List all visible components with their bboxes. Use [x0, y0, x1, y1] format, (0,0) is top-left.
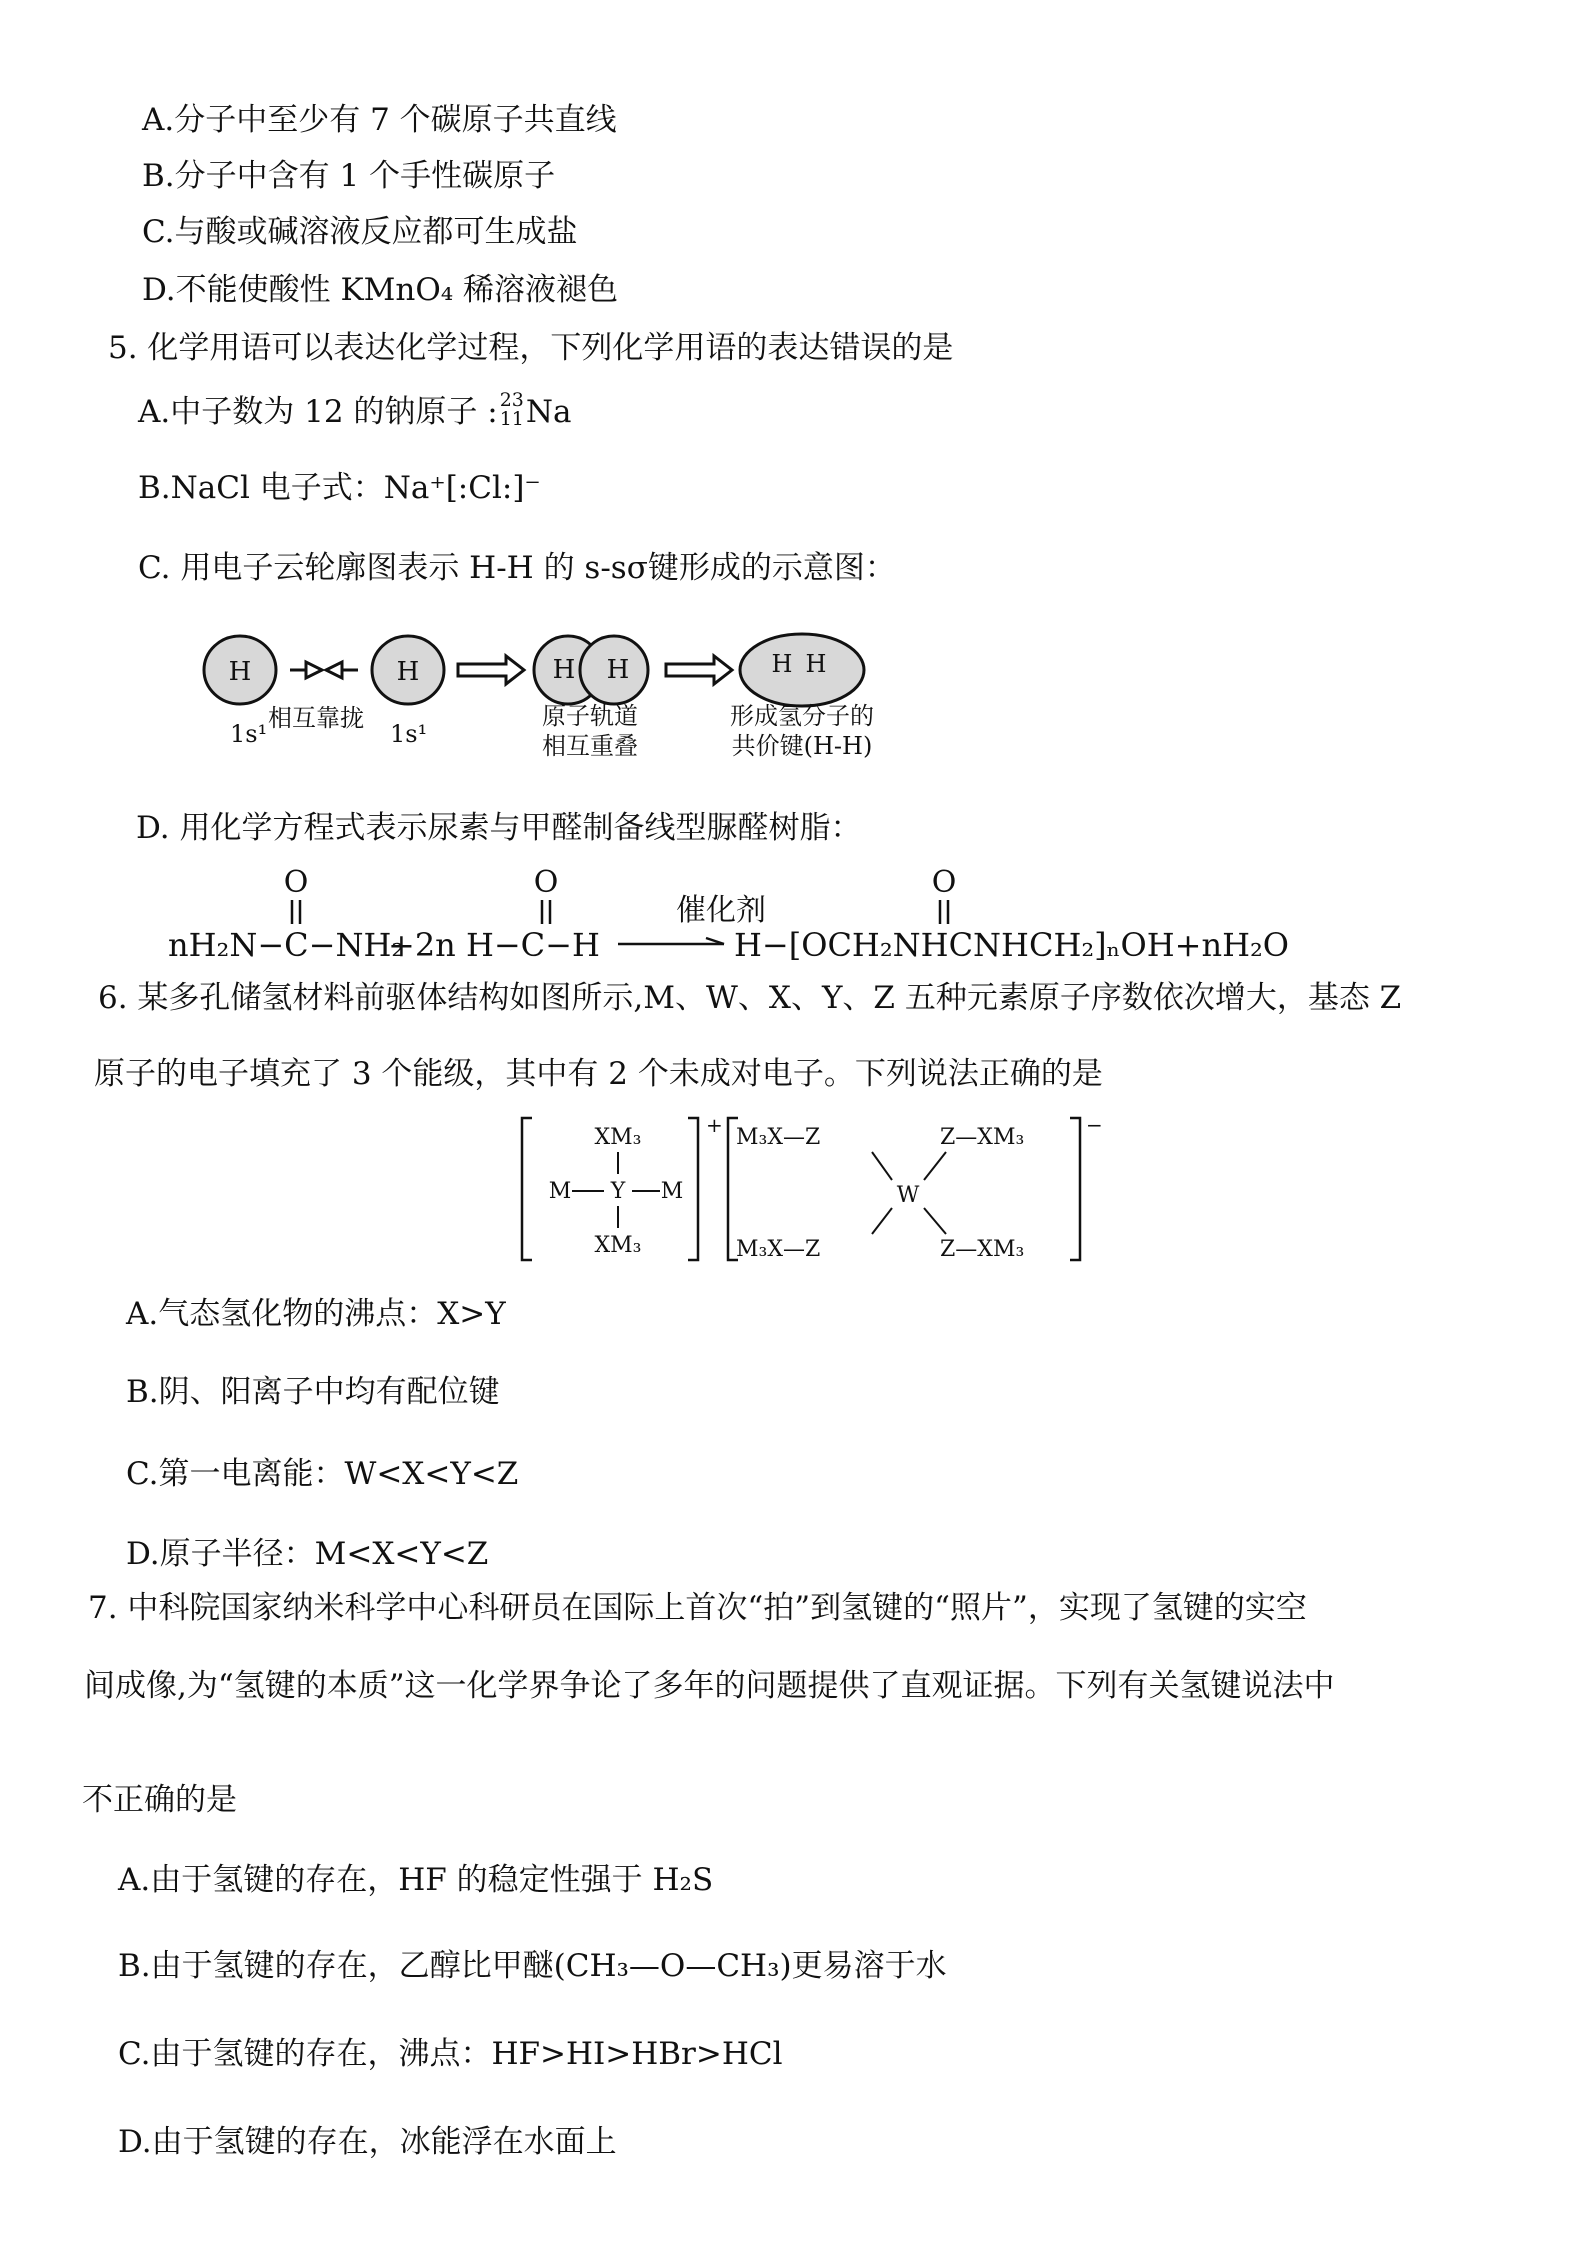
cation-left-atom: M	[548, 1179, 572, 1204]
bracket-right	[688, 1118, 698, 1260]
q6-structure-diagram	[520, 1110, 1103, 1270]
reactant-urea: nH₂N−C−NH₂	[168, 926, 405, 964]
bracket-left	[522, 1118, 532, 1260]
carbonyl-o-urea: O	[283, 865, 309, 900]
cation-top-group: XM₃	[594, 1125, 642, 1150]
bond-label-line2: 共价键(H-H)	[731, 732, 873, 760]
atomic-number: 11	[499, 407, 524, 430]
carbonyl-o-formaldehyde: O	[533, 865, 559, 900]
h-atom-label-right: H	[396, 657, 420, 687]
bracket-right	[1070, 1118, 1080, 1260]
q5-option-b: B.NaCl 电子式：Na⁺[:Cl:]⁻	[138, 470, 541, 506]
reactant-formaldehyde: +2n H−C−H	[388, 926, 600, 964]
overlap-label-line1: 原子轨道	[542, 702, 638, 730]
cation-bottom-group: XM₃	[594, 1233, 642, 1258]
overlap-h-label-left: H	[552, 655, 576, 685]
q5-option-a	[138, 389, 572, 432]
nuclide-notation	[499, 389, 524, 430]
q7-option-d: D.由于氢键的存在，冰能浮在水面上	[118, 2124, 617, 2160]
anion-charge: −	[1086, 1113, 1103, 1137]
bond-line	[924, 1208, 946, 1234]
overlap-h-label-right: H	[606, 655, 630, 685]
double-arrow-icon	[666, 656, 732, 684]
q5-option-c: C. 用电子云轮廓图表示 H-H 的 s-sσ键形成的示意图：	[138, 550, 896, 586]
q4-option-a: A.分子中至少有 7 个碳原子共直线	[142, 102, 617, 138]
q6-option-d: D.原子半径：M<X<Y<Z	[126, 1536, 489, 1572]
anion-center-atom: W	[896, 1183, 920, 1208]
q6-stem-line2: 原子的电子填充了 3 个能级，其中有 2 个未成对电子。下列说法正确的是	[94, 1056, 1103, 1092]
double-arrow-icon	[458, 656, 524, 684]
bond-line	[872, 1208, 892, 1234]
h2-molecule-orbital	[740, 634, 864, 706]
carbonyl-o-product: O	[931, 865, 957, 900]
electron-config-right: 1s¹	[390, 720, 428, 748]
q7-stem-line3: 不正确的是	[82, 1782, 237, 1818]
q5-option-a-text: A.中子数为 12 的钠原子 :	[138, 394, 498, 430]
cation-right-atom: M	[660, 1179, 684, 1204]
q7-option-b: B.由于氢键的存在，乙醇比甲醚(CH₃—O—CH₃)更易溶于水	[118, 1948, 947, 1984]
cation-center-atom: Y	[610, 1179, 626, 1204]
q6-option-c: C.第一电离能：W<X<Y<Z	[126, 1456, 519, 1492]
h-atom-label-left: H	[228, 657, 252, 687]
anion-bottom-left-group: M₃X—Z	[736, 1237, 821, 1262]
q6-stem-line1: 6. 某多孔储氢材料前驱体结构如图所示,M、W、X、Y、Z 五种元素原子序数依次增大，基态 Z	[98, 980, 1402, 1016]
overlap-label-line2: 相互重叠	[542, 732, 638, 760]
product: H−[OCH₂NHCNHCH₂]ₙOH+nH₂O	[734, 926, 1290, 964]
q4-option-b: B.分子中含有 1 个手性碳原子	[142, 158, 556, 194]
ss-sigma-bond-diagram	[190, 620, 910, 770]
h2-label-right: H	[805, 650, 827, 678]
bond-label-line1: 形成氢分子的	[730, 702, 874, 730]
bond-line	[924, 1152, 946, 1180]
mass-number: 23	[499, 389, 524, 412]
q7-option-c: C.由于氢键的存在，沸点：HF>HI>HBr>HCl	[118, 2036, 783, 2072]
q7-stem-line2: 间成像,为“氢键的本质”这一化学界争论了多年的问题提供了直观证据。下列有关氢键说法中	[84, 1668, 1335, 1704]
q5-stem: 5. 化学用语可以表达化学过程，下列化学用语的表达错误的是	[108, 330, 954, 366]
q7-option-a: A.由于氢键的存在，HF 的稳定性强于 H₂S	[118, 1862, 714, 1898]
arrow-left-icon	[326, 662, 358, 678]
bond-line	[872, 1152, 892, 1180]
anion-top-left-group: M₃X—Z	[736, 1125, 821, 1150]
h2-label-left: H	[771, 650, 793, 678]
q7-stem-line1: 7. 中科院国家纳米科学中心科研员在国际上首次“拍”到氢键的“照片”，实现了氢键的实空	[88, 1590, 1307, 1626]
q4-option-d: D.不能使酸性 KMnO₄ 稀溶液褪色	[142, 272, 619, 308]
electron-config-left: 1s¹	[230, 720, 268, 748]
catalyst-label: 催化剂	[676, 893, 766, 928]
arrow-right-icon	[290, 662, 322, 678]
q6-option-b: B.阴、阳离子中均有配位键	[126, 1374, 500, 1410]
element-symbol: Na	[525, 394, 572, 430]
cation-charge: +	[706, 1113, 723, 1137]
q5-option-d: D. 用化学方程式表示尿素与甲醛制备线型脲醛树脂：	[136, 810, 862, 846]
q4-option-c: C.与酸或碱溶液反应都可生成盐	[142, 214, 578, 250]
anion-bottom-right-group: Z—XM₃	[940, 1237, 1025, 1262]
q6-option-a: A.气态氢化物的沸点：X>Y	[126, 1296, 506, 1332]
anion-top-right-group: Z—XM₃	[940, 1125, 1025, 1150]
urea-formaldehyde-equation	[168, 860, 1290, 970]
approach-label: 相互靠拢	[268, 704, 364, 732]
